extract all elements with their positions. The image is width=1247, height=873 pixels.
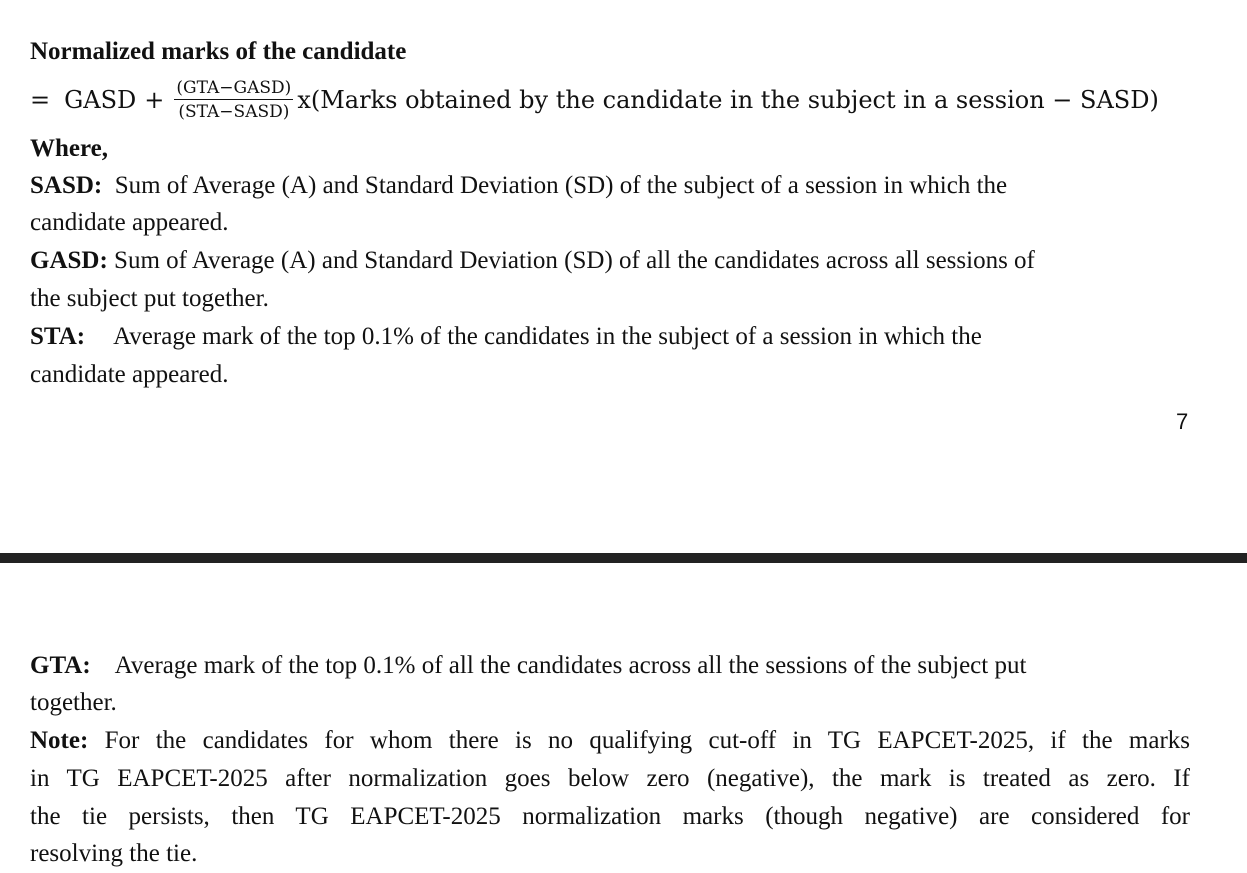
definition-gasd-line2: the subject put together. [30, 285, 269, 312]
formula-term: GASD [64, 86, 137, 114]
definition-text: Average mark of the top 0.1% of all the candidates across all the sessions of the subject put [114, 652, 1027, 679]
note-text: For the candidates for whom there is no qualifying cut-off in TG EAPCET-2025, if the marks [104, 727, 1190, 754]
definition-gta-line2: together. [30, 689, 117, 716]
page-number: 7 [1176, 409, 1189, 434]
note-line1 [30, 726, 1190, 756]
formula-fraction [174, 78, 293, 122]
definition-term: STA: [30, 323, 86, 350]
note-line2: in TG EAPCET-2025 after normalization goes below zero (negative), the mark is treated as zero. If [30, 765, 1190, 792]
definition-gasd-line1 [30, 246, 1035, 276]
formula-equals: = [30, 86, 51, 114]
note-line4: resolving the tie. [30, 840, 198, 867]
note-line3: the tie persists, then TG EAPCET-2025 normalization marks (though negative) are considered for [30, 803, 1190, 830]
definition-text: Sum of Average (A) and Standard Deviation (SD) of the subject of a session in which the [114, 172, 1008, 199]
definition-term: GASD: [30, 247, 108, 274]
heading: Normalized marks of the candidate [30, 38, 407, 65]
definition-text: Sum of Average (A) and Standard Deviation (SD) of all the candidates across all sessions of [114, 247, 1035, 274]
definition-sta-line2: candidate appeared. [30, 361, 229, 388]
definition-term: SASD: [30, 172, 103, 199]
note-term: Note: [30, 727, 89, 754]
formula-plus: + [144, 86, 165, 114]
formula-numerator: (GTA−GASD) [176, 78, 292, 98]
definition-sasd-line1 [30, 171, 1007, 201]
definition-term: GTA: [30, 652, 91, 679]
page-8 [0, 563, 1247, 873]
definition-text: Average mark of the top 0.1% of the candidates in the subject of a session in which the [113, 323, 982, 350]
where-label: Where, [30, 135, 108, 162]
formula-rest: x(Marks obtained by the candidate in the subject in a session − SASD) [297, 86, 1159, 114]
page-separator [0, 553, 1247, 563]
formula-denominator: (STA−SASD) [178, 102, 290, 122]
definition-gta-line1 [30, 651, 1026, 681]
normalization-formula [30, 70, 1159, 130]
definition-sasd-line2: candidate appeared. [30, 209, 229, 236]
definition-sta-line1 [30, 322, 982, 352]
